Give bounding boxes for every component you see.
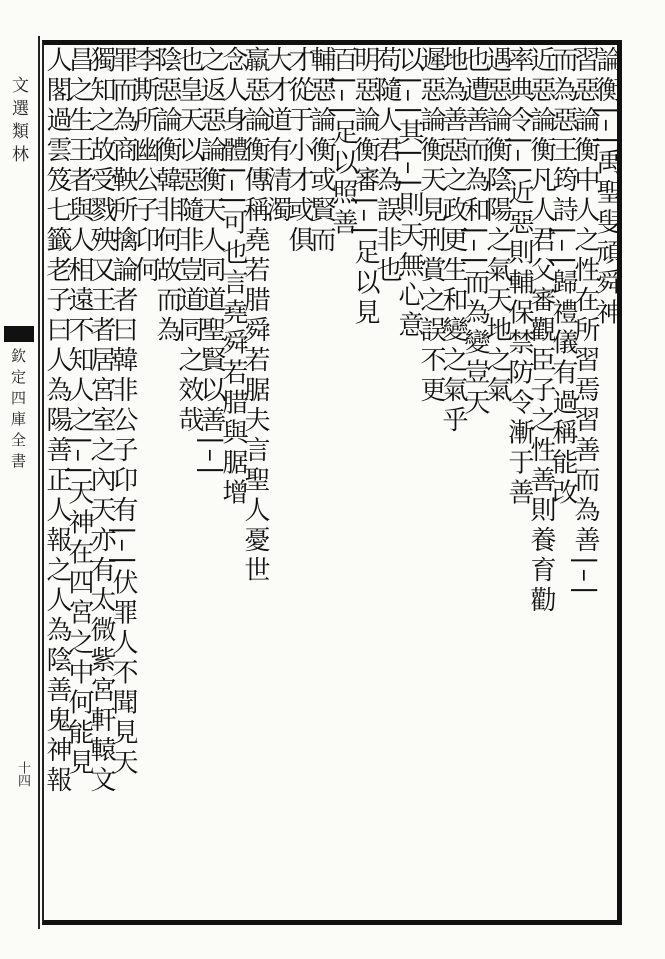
folio-number: 十四: [15, 761, 30, 787]
text-column-6: 遇惡論衡陰陽之氣天地之氣: [482, 46, 512, 406]
text-column-18: 念人身體|–|可也言堯舜若腊與腒增: [218, 46, 248, 509]
text-column-7: 也遭善而為和|–|而為變豈天: [460, 46, 490, 419]
text-column-10: 以|–|其|–|則天無心意: [394, 46, 424, 342]
fish-tail-mark: [4, 326, 34, 342]
text-column-1: 論衡|–|禹聖叟頑舜神: [592, 46, 622, 329]
text-column-22: 李斯所幽公子卬何: [130, 46, 160, 286]
text-column-23: 罪而為商鞅所擒論者曰韓非公子卬有|–|伏罪人不聞見天: [108, 46, 138, 779]
text-column-19: 之返惡論衡天人同道聖賢以善|–|: [196, 46, 226, 479]
text-column-11: 苟隨人君為誤非也: [372, 46, 402, 286]
text-column-26: 人閣過雲笈七籤老子曰人為陽善正人報之人為陰善鬼神報: [42, 46, 72, 796]
text-column-12: 明惡論衡審|–|足以見: [350, 46, 380, 329]
text-column-16: 大才道有清濁: [262, 46, 292, 226]
page-gutter: [0, 36, 40, 929]
text-column-17: 羸惡論衡傳稱堯若腊舜若腒夫言聖人憂世: [240, 46, 270, 586]
text-column-2: 習惡論衡中人之性在所習焉習善而為善|–|: [570, 46, 600, 599]
text-column-15: 才從于小才或俱: [284, 46, 314, 256]
gutter-fish-tail-label: 欽定四庫全書: [9, 348, 27, 474]
text-column-3: 而為惡王筠詩|–|歸禮儀有過稱能改: [548, 46, 578, 509]
text-column-5: 率典令|–|近惡則輔保禁防令漸于善: [504, 46, 534, 509]
text-column-9: 遲惡論衡天見刑賞之誤不更: [416, 46, 446, 406]
text-column-14: 輔惡論衡或賢而: [306, 46, 336, 256]
text-column-4: 近惡論衡凡人君父審觀臣子之性善則養育勸: [526, 46, 556, 616]
text-column-13: 百|–|足以照善: [328, 46, 358, 239]
gutter-title: 文選類林: [8, 76, 28, 168]
main-text: [42, 46, 622, 920]
text-column-24: 獨知之故受戮殃又王者居宮室之內天亦有太微紫宮軒轅文: [86, 46, 116, 796]
text-column-25: 昌之生王者與人相遠不知人之|–|天神在四宮之中何能見: [64, 46, 94, 779]
text-column-21: 陰惡論衡韓非何故而為: [152, 46, 182, 346]
text-column-8: 地為善惡之政更生和變之氣乎: [438, 46, 468, 436]
text-column-20: 也皇天以惡隨非豈道同之效哉: [174, 46, 204, 436]
